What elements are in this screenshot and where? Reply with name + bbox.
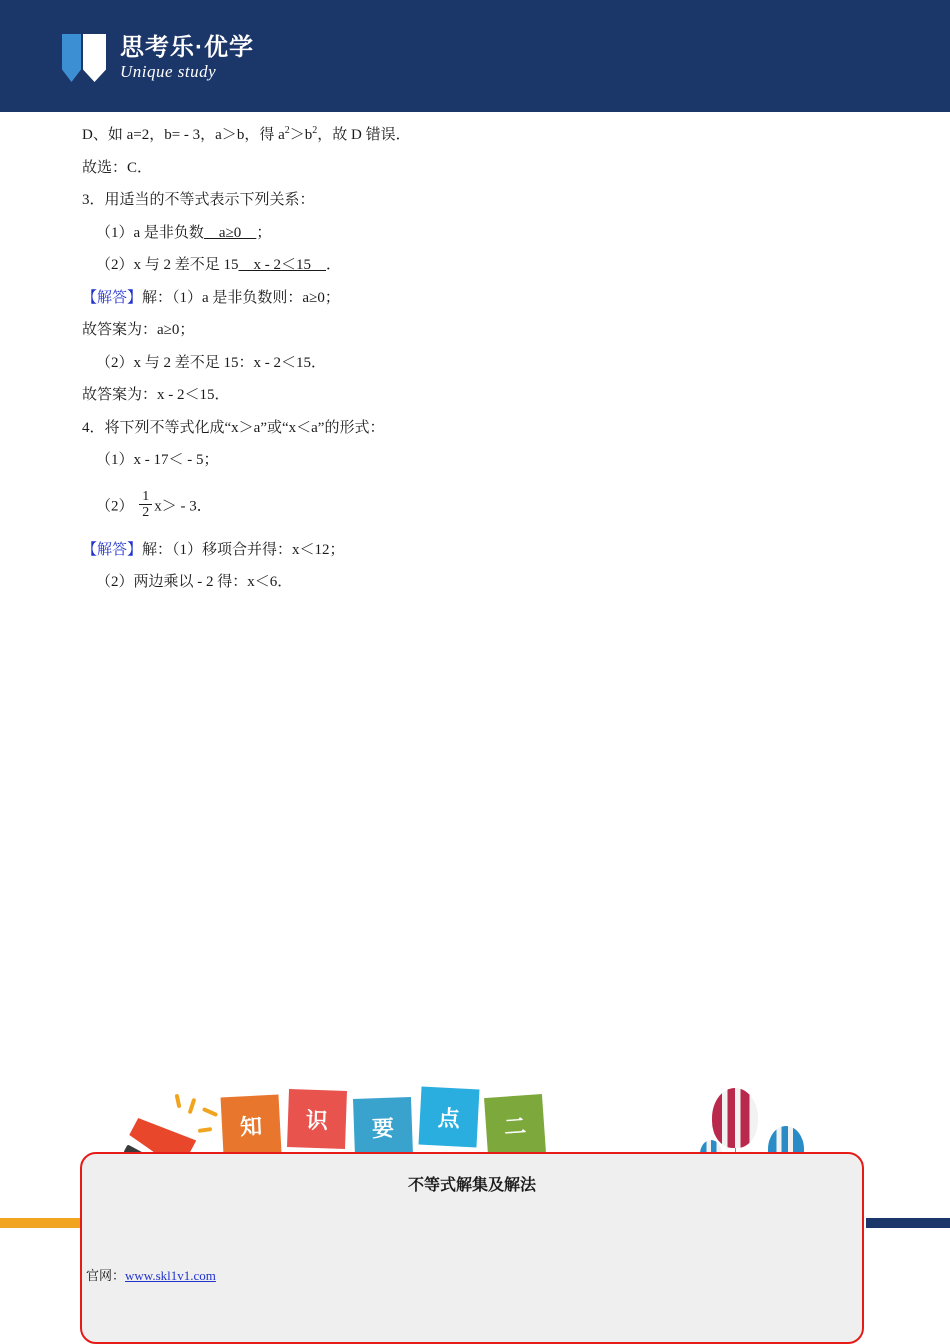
knowledge-point-title: 不等式解集及解法 (407, 1177, 536, 1194)
knowledge-point-box (80, 1152, 864, 1344)
blank-answer-3-2: x - 2＜15 (238, 257, 327, 273)
page-header (0, 0, 950, 112)
shield-logo-icon (62, 34, 106, 82)
fraction-variable: x (154, 497, 162, 514)
document-body (0, 118, 950, 599)
text-line-question-4-1: （1）x - 17＜ - 5； (96, 452, 219, 468)
text-line-answer-3-2: （2）x 与 2 差不足 15：x - 2＜15． (96, 354, 326, 371)
text-line-answer-3: 【解答】解：（1）a 是非负数则：a≥0； (82, 289, 340, 306)
text-line-answer-4 (82, 534, 872, 567)
blank-answer-3-1: a≥0 (203, 224, 257, 241)
brand-logo (62, 34, 254, 82)
kp-tile-4: 点 (419, 1087, 480, 1148)
footer-accent-bar-right (866, 1218, 950, 1228)
kp-tile-5: 二 (484, 1094, 546, 1156)
fraction (139, 489, 152, 522)
text-line-question-4: 4．将下列不等式化成“x＞a”或“x＜a”的形式： (82, 419, 385, 436)
knowledge-point-tiles (222, 1086, 552, 1156)
text-line-answer-3-result-2: 故答案为：x - 2＜15． (82, 387, 230, 403)
text-line-question-4-2 (96, 477, 886, 534)
answer-tag: 【解答】 (82, 289, 143, 306)
fraction-tail: ＞ - 3． (161, 497, 212, 514)
text-line-choice: 故选：C． (82, 159, 153, 176)
brand-text (120, 35, 254, 81)
fraction-line-label: （2） (96, 497, 134, 514)
text-line-question-3: 3．用适当的不等式表示下列关系： (82, 192, 315, 208)
answer-tag-4: 【解答】 (82, 541, 143, 558)
footer-website-link[interactable]: www.skl1v1.com (125, 1268, 216, 1283)
text-line-answer-4-2: （2）两边乘以 - 2 得：x＜6． (96, 574, 293, 591)
answer-4-line-1: 解：（1）移项合并得：x＜12； (142, 541, 345, 558)
brand-name-cn: 思考乐·优学 (120, 33, 254, 61)
text-line-question-3-2: （2）x 与 2 差不足 15 x - 2＜15 ． (96, 257, 342, 273)
brand-name-en: Unique study (120, 62, 217, 82)
footer-website-label: 官网： (86, 1268, 126, 1283)
footer-accent-bar-left (0, 1218, 80, 1228)
text-line-question-3-1: （1）a 是非负数 a≥0 ； (96, 224, 272, 241)
footer-website (86, 1265, 216, 1284)
fraction-denominator: 2 (142, 504, 150, 520)
kp-tile-2: 识 (287, 1089, 347, 1149)
kp-tile-1: 知 (221, 1095, 282, 1156)
kp-tile-3: 要 (353, 1097, 413, 1157)
text-line-d-option: D、如 a=2，b= - 3，a＞b，得 $a^2>b^2$，故 D 错误． (82, 125, 411, 143)
fraction-numerator: 1 (139, 489, 152, 505)
text-line-answer-3-result-1: 故答案为：a≥0； (82, 322, 195, 338)
